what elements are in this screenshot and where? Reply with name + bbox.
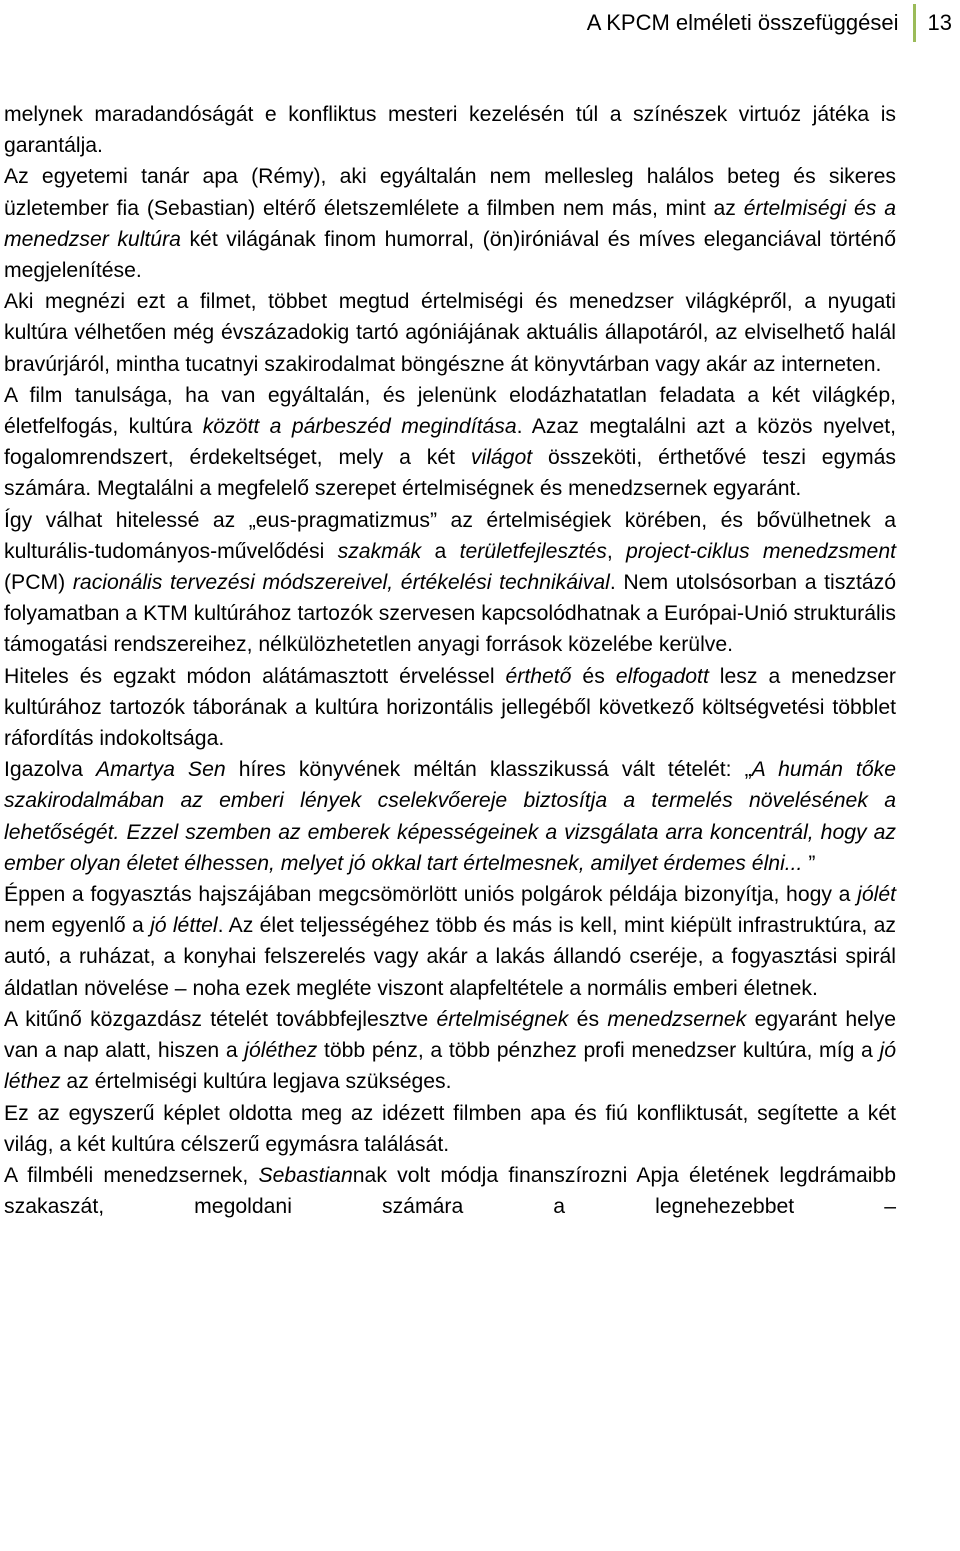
text-run: A kitűnő közgazdász tételét továbbfejlesztve <box>4 1007 437 1031</box>
text-run: (PCM) <box>4 571 73 595</box>
emphasis-text: A humán tőke szakirodalmában az emberi lények cselekvőereje biztosítja a termelés növelésének a lehetőségét. Ezzel szemben az emberek képességeinek a vizsgálata arra koncentrál, hogy az ember olyan életet élhessen, melyet jó okkal tart értelmesnek, amilyet érdemes élni... <box>4 758 896 875</box>
page-number: 13 <box>927 10 952 35</box>
text-run: Aki megnézi ezt a filmet, többet megtud értelmiségi és menedzser világképről, a nyugati kultúra vélhetően még évszázadokig tartó agóniájának aktuális állapotáról, az elviselhető halál bravúrjáról, mintha tucatnyi szakirodalmat böngészne át könyvtárban vagy akár az interneten. <box>4 290 896 376</box>
emphasis-text: területfejlesztés <box>459 539 607 563</box>
emphasis-text: jóléthez <box>244 1039 318 1063</box>
emphasis-text: között a párbeszéd megindítása <box>202 415 517 439</box>
text-run: Az egyetemi tanár apa (Rémy), aki egyáltalán nem mellesleg halálos beteg és sikeres üzletember fia (Sebastian) eltérő életszemlélete a filmben nem más, mint az <box>4 165 896 220</box>
text-run: egyaránt helye van a nap alatt, hiszen a <box>4 1007 896 1063</box>
page-header <box>587 4 960 42</box>
paragraph <box>4 161 896 286</box>
paragraph <box>4 1160 896 1222</box>
text-run: Hiteles és egzakt módon alátámasztott érveléssel <box>4 664 506 688</box>
text-run: melynek maradandóságát e konfliktus mesteri kezelésén túl a színészek virtuóz játéka is garantálja. <box>4 103 896 158</box>
document-body <box>4 99 896 1222</box>
text-run: és <box>571 664 616 688</box>
text-run: ” <box>802 851 816 875</box>
text-run: nak volt módja finanszírozni Apja életének legdrámaibb szakaszát, megoldani számára a legnehezebbet – <box>4 1163 896 1219</box>
emphasis-text: érthető <box>505 664 572 688</box>
text-run: összeköti, érthetővé teszi egymás számára. Megtalálni a megfelelő szerepet értelmiségnek és menedzsernek egyaránt. <box>4 446 896 501</box>
paragraph <box>4 1098 896 1160</box>
text-run: nem egyenlő a <box>4 914 151 938</box>
emphasis-text: szakmák <box>337 539 422 563</box>
text-run: Ez az egyszerű képlet oldotta meg az idézett filmben apa és fiú konfliktusát, segítette a két világ, a két kultúra célszerű egymásra találását. <box>4 1101 896 1156</box>
running-title: A KPCM elméleti összefüggései <box>586 10 899 35</box>
text-run: Így válhat hitelessé az „eus-pragmatizmus” az értelmiségiek körében, és bővülhetnek a kulturális-tudományos-művelődési <box>4 508 896 563</box>
paragraph <box>4 879 896 1004</box>
emphasis-text: jó léttel <box>150 914 218 938</box>
paragraph <box>4 661 896 755</box>
text-run: két világának finom humorral, (ön)iróniával és míves eleganciával történő megjelenítése. <box>4 227 896 283</box>
text-run: az értelmiségi kultúra legjava szükséges. <box>60 1070 452 1094</box>
emphasis-text: értelmiségnek <box>436 1007 569 1031</box>
paragraph <box>4 505 896 661</box>
emphasis-text: racionális tervezési módszereivel, értékelési technikáival <box>72 571 610 595</box>
text-run: és <box>568 1007 608 1031</box>
text-run: . Azaz megtalálni azt a közös nyelvet, fogalomrendszert, érdekeltséget, mely a két <box>4 415 896 470</box>
paragraph <box>4 380 896 505</box>
paragraph <box>4 1004 896 1098</box>
emphasis-text: jó léthez <box>4 1039 896 1094</box>
text-run: . Nem utolsósorban a tisztázó folyamatban a KTM kultúrához tartozók szervesen kapcsolódhatnak a Európai-Unió strukturális támogatási rendszereihez, nélkülözhetetlen anyagi források közelébe kerülve. <box>4 571 896 657</box>
text-run: A film tanulsága, ha van egyáltalán, és jelenünk elodázhatatlan feladata a két világkép, életfelfogás, kultúra <box>4 383 896 439</box>
text-run: a <box>421 539 460 563</box>
text-run: . Az élet teljességéhez több és más is kell, mint kiépült infrastruktúra, az autó, a ruházat, a konyhai felszerelés vagy akár a lakás állandó cseréje, a fogyasztási spirál áldatlan növelése – noha ezek megléte viszont alapfeltétele a normális emberi életnek. <box>4 914 896 1000</box>
emphasis-text: világot <box>470 446 533 470</box>
emphasis-text: menedzsernek <box>607 1007 747 1031</box>
text-run: Igazolva <box>4 758 96 782</box>
text-run: több pénz, a több pénzhez profi menedzser kultúra, míg a <box>317 1039 880 1063</box>
text-run: Éppen a fogyasztás hajszájában megcsömörlött uniós polgárok példája bizonyítja, hogy a <box>4 883 858 907</box>
text-run: A filmbéli menedzsernek, <box>4 1163 259 1187</box>
text-run: lesz a menedzser kultúrához tartozók táborának a kultúra horizontális jellegéből következő költségvetési többlet ráfordítás indokoltsága. <box>4 664 896 751</box>
emphasis-text: project-ciklus menedzsment <box>626 539 896 563</box>
text-run: híres könyvének méltán klasszikussá vált tételét: „ <box>225 758 752 782</box>
paragraph <box>4 286 896 380</box>
emphasis-text: jólét <box>857 883 896 907</box>
emphasis-text: Sebastian <box>258 1163 353 1187</box>
emphasis-text: értelmiségi és a menedzser kultúra <box>4 196 896 251</box>
emphasis-text: Amartya Sen <box>95 758 226 782</box>
text-run: , <box>606 539 626 563</box>
paragraph <box>4 99 896 161</box>
emphasis-text: elfogadott <box>615 664 709 688</box>
paragraph <box>4 754 896 879</box>
